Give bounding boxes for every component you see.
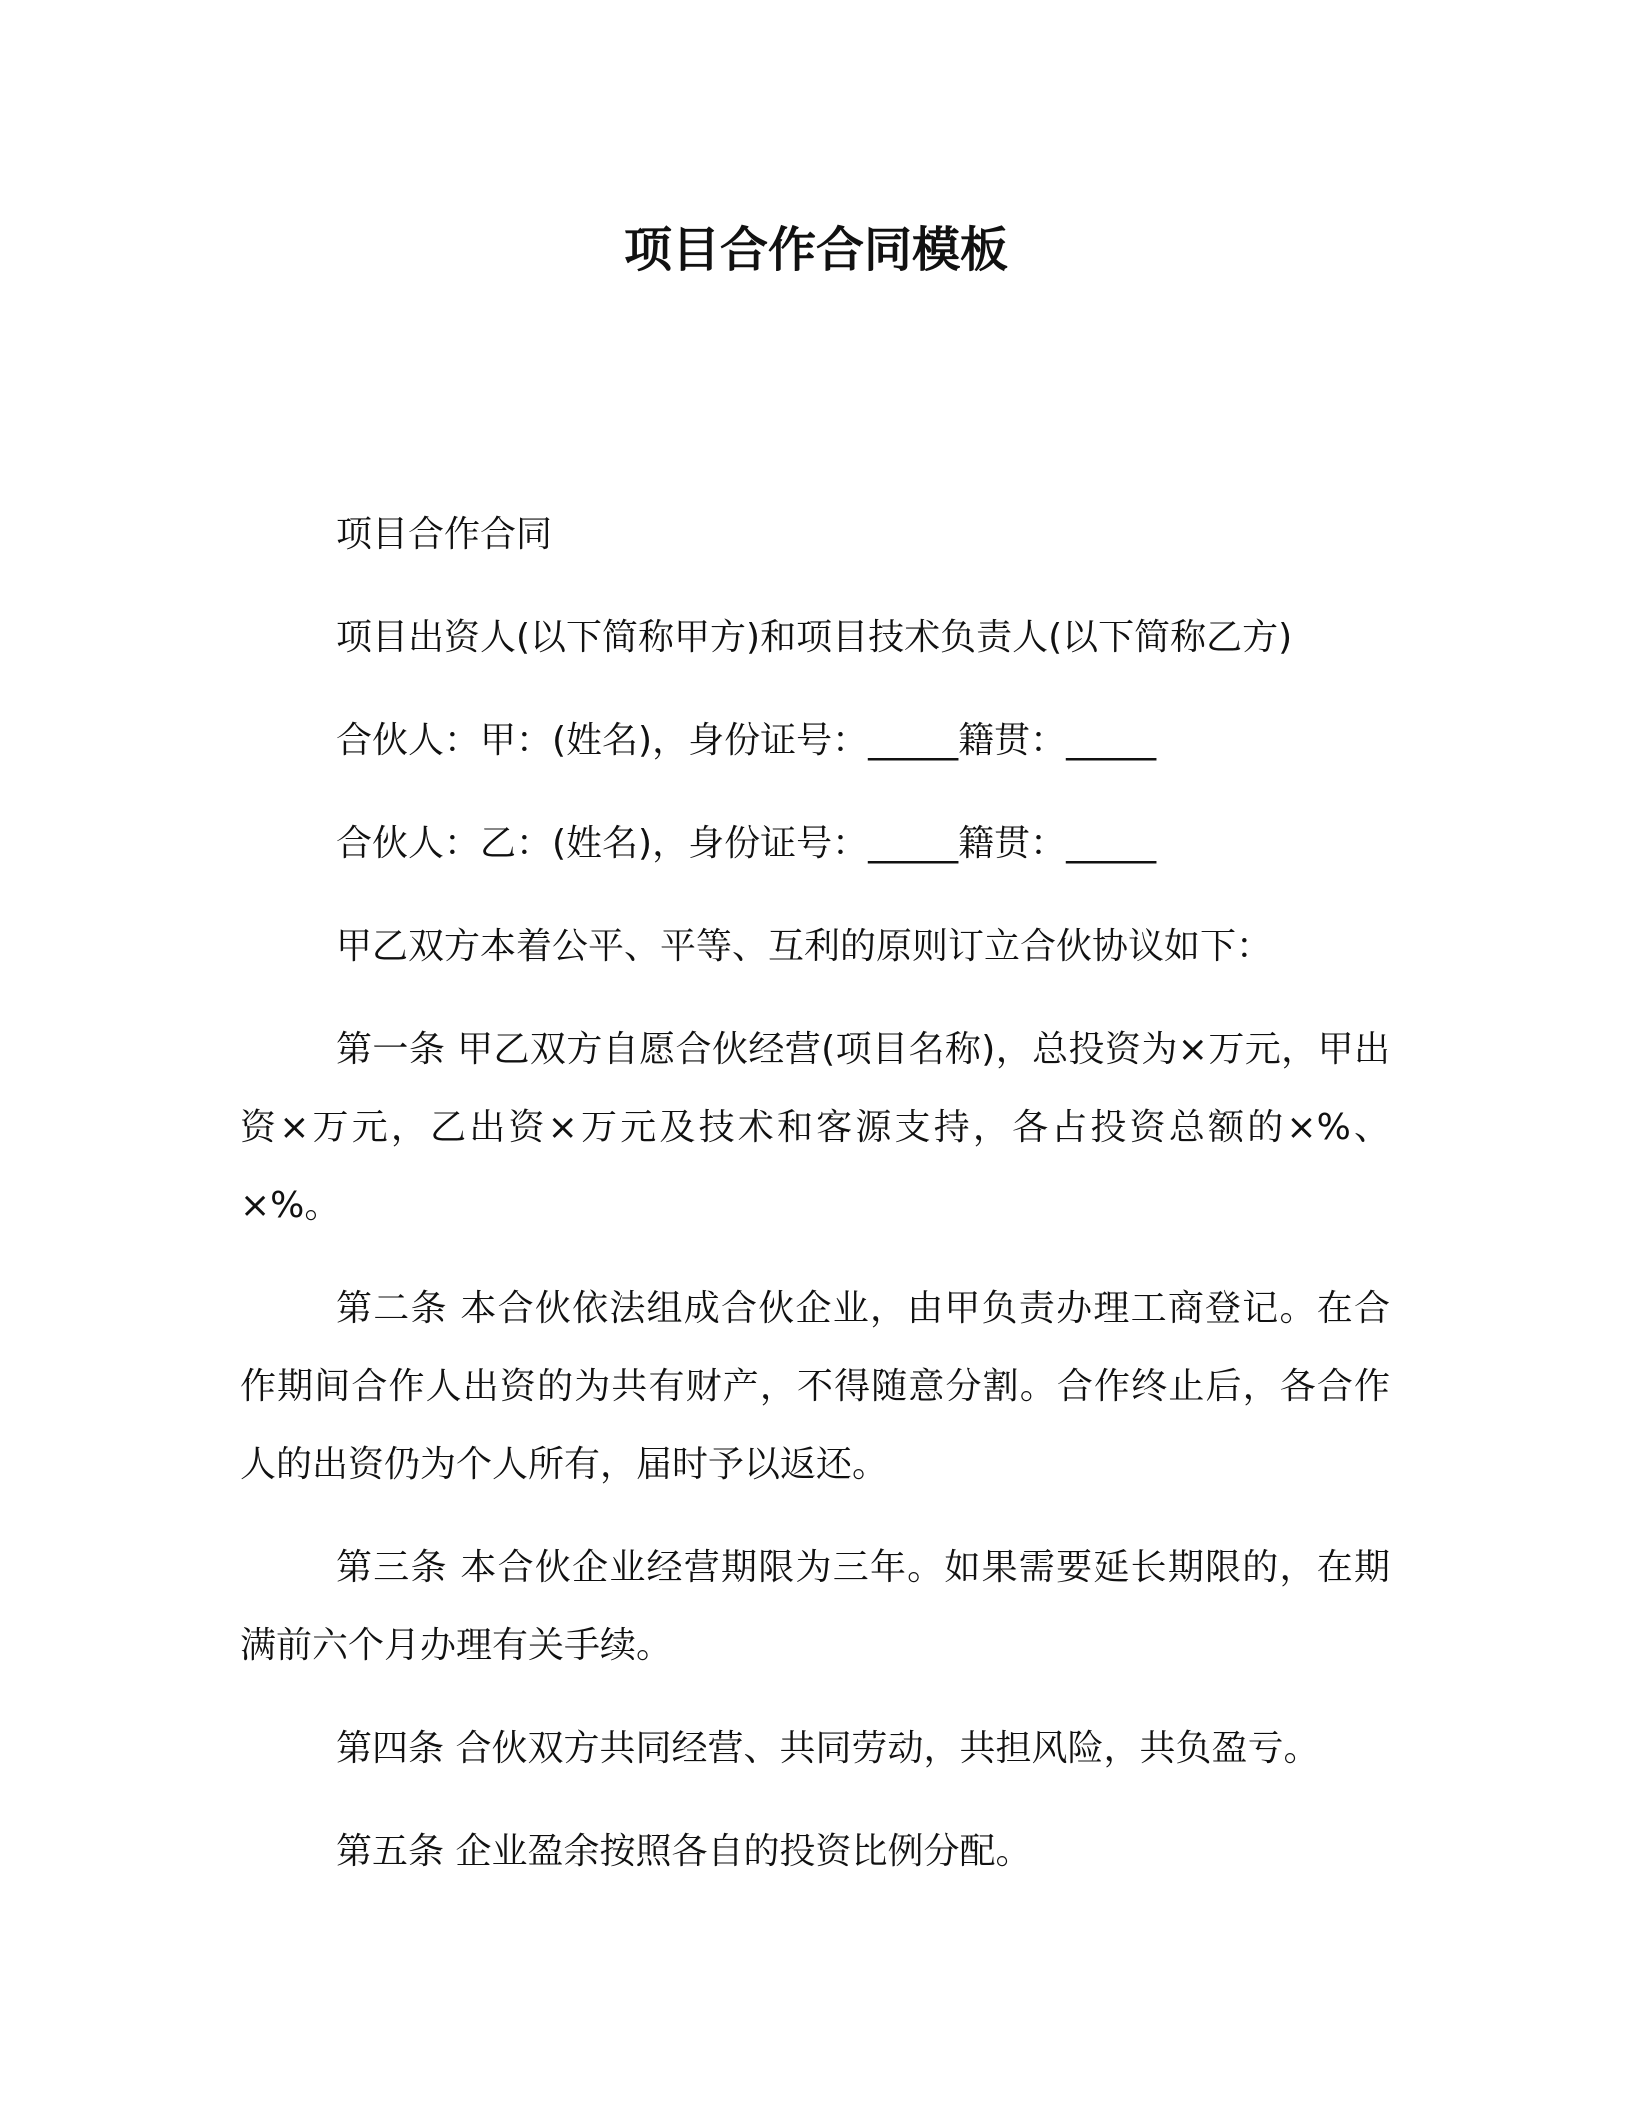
article-3: 第三条 本合伙企业经营期限为三年。如果需要延长期限的，在期满前六个月办理有关手续。	[240, 1547, 1390, 1666]
article-2: 第二条 本合伙依法组成合伙企业，由甲负责办理工商登记。在合作期间合作人出资的为共有财产，不得随意分割。合作终止后，各合作人的出资仍为个人所有，届时予以返还。	[240, 1288, 1390, 1485]
agreement-preamble: 甲乙双方本着公平、平等、互利的原则订立合伙协议如下：	[336, 926, 1273, 967]
article-1: 第一条 甲乙双方自愿合伙经营(项目名称)，总投资为×万元，甲出资×万元，乙出资×万元及技术和客源支持，各占投资总额的×%、×%。	[240, 1029, 1390, 1226]
document-title: 项目合作合同模板	[623, 222, 1008, 278]
partner-a-line: 合伙人：甲：(姓名)，身份证号：_____籍贯：_____	[336, 720, 1157, 761]
article-5: 第五条 企业盈余按照各自的投资比例分配。	[336, 1831, 1032, 1872]
article-4: 第四条 合伙双方共同经营、共同劳动，共担风险，共负盈亏。	[336, 1728, 1320, 1769]
document-body	[240, 496, 1390, 1916]
partner-b-line: 合伙人：乙：(姓名)，身份证号：_____籍贯：_____	[336, 823, 1157, 864]
parties-intro: 项目出资人(以下简称甲方)和项目技术负责人(以下简称乙方)	[336, 617, 1293, 658]
contract-heading: 项目合作合同	[336, 514, 553, 555]
